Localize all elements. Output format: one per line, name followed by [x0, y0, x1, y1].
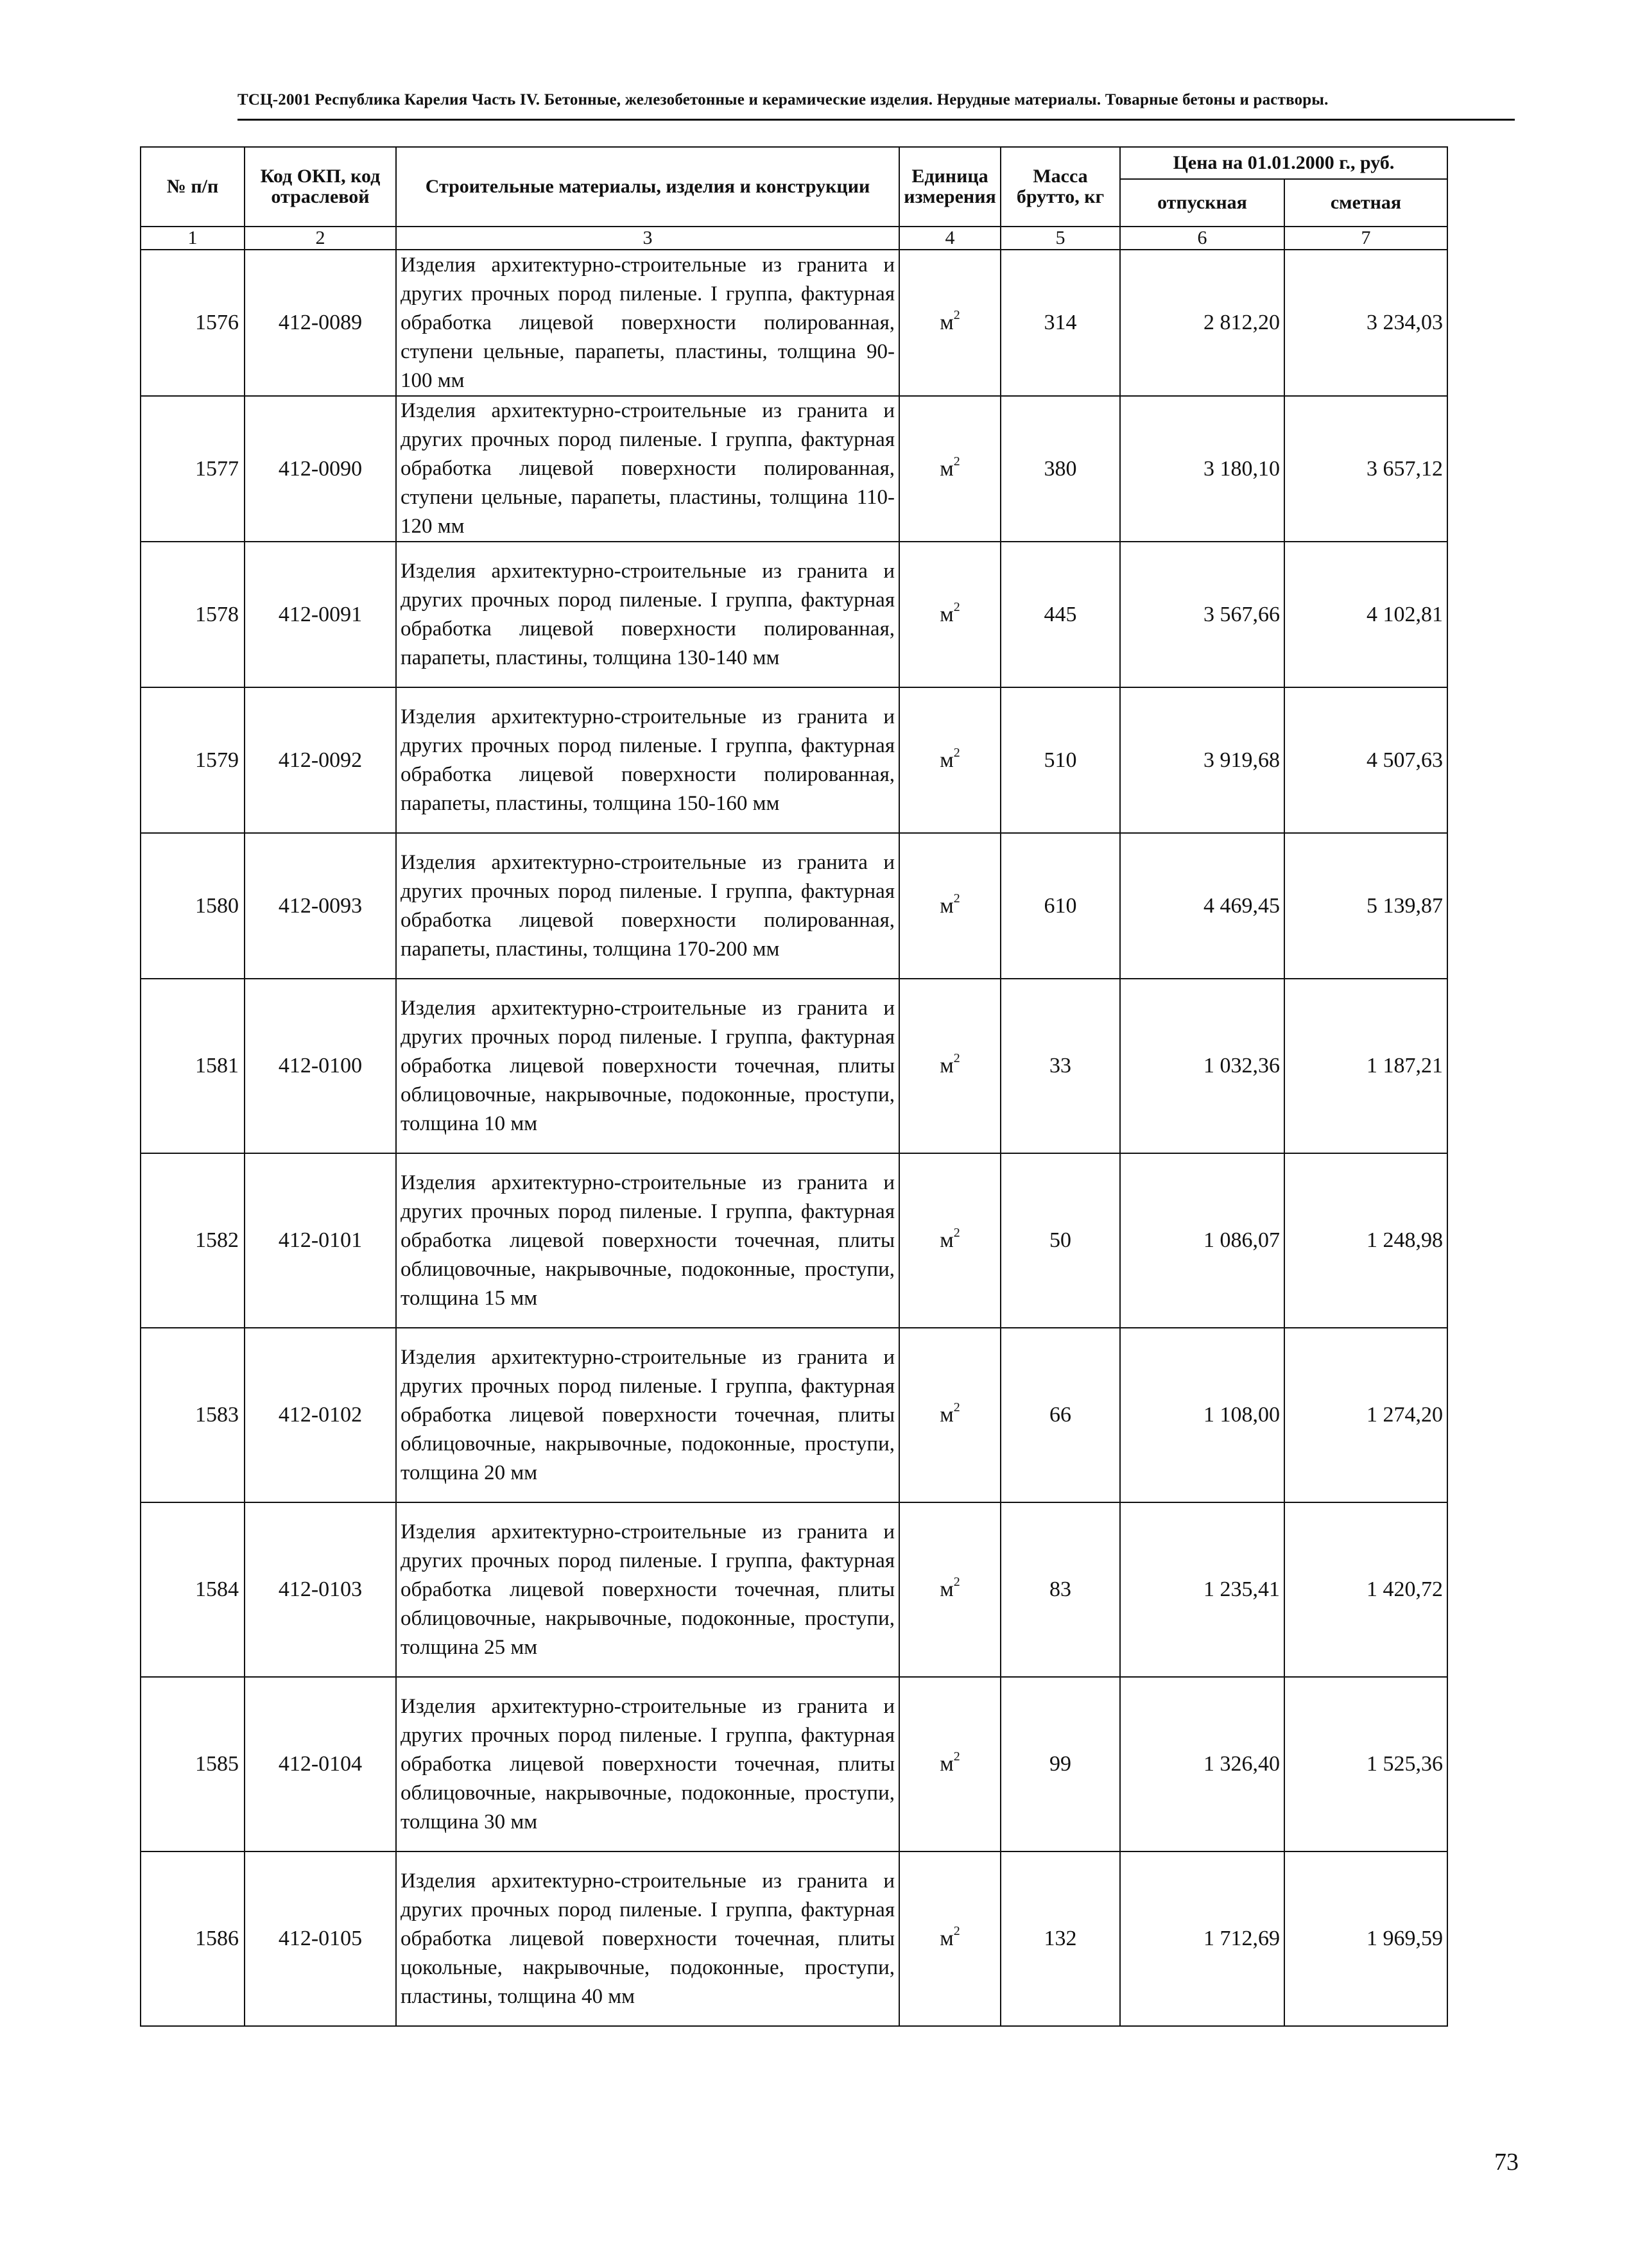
release-price: 1 235,41: [1120, 1502, 1284, 1677]
header-rule: [237, 119, 1515, 121]
gross-mass: 445: [1001, 542, 1120, 687]
material-description: Изделия архитектурно-строительные из гранита и других прочных пород пиленые. I группа, фактурная обработка лицевой поверхности полированная, ступени цельные, парапеты, пластины, толщина 90-100 мм: [396, 250, 899, 396]
okp-code: 412-0104: [245, 1677, 396, 1851]
okp-code: 412-0100: [245, 979, 396, 1153]
column-number: 2: [245, 227, 396, 250]
material-description: Изделия архитектурно-строительные из гранита и других прочных пород пиленые. I группа, фактурная обработка лицевой поверхности полированная, парапеты, пластины, толщина 150-160 мм: [396, 687, 899, 833]
header-description: Строительные материалы, изделия и конструкции: [396, 147, 899, 227]
unit-exponent: 2: [953, 454, 960, 468]
estimate-price: 1 248,98: [1284, 1153, 1447, 1328]
estimate-price: 1 969,59: [1284, 1851, 1447, 2026]
table-row: [141, 1677, 1447, 1851]
unit-label: м: [940, 1752, 954, 1776]
release-price: 1 108,00: [1120, 1328, 1284, 1502]
table-row: [141, 687, 1447, 833]
table-row: [141, 833, 1447, 979]
column-number: 1: [141, 227, 245, 250]
unit-cell: [899, 979, 1001, 1153]
okp-code: 412-0093: [245, 833, 396, 979]
row-number: 1582: [141, 1153, 245, 1328]
unit-exponent: 2: [953, 1051, 960, 1065]
okp-code: 412-0105: [245, 1851, 396, 2026]
unit-label: м: [940, 1228, 954, 1252]
material-description: Изделия архитектурно-строительные из гранита и других прочных пород пиленые. I группа, фактурная обработка лицевой поверхности точечная, плиты облицовочные, накрывочные, подоконные, проступи, толщина 20 мм: [396, 1328, 899, 1502]
unit-label: м: [940, 1054, 954, 1078]
row-number: 1584: [141, 1502, 245, 1677]
unit-label: м: [940, 1403, 954, 1427]
table-row: [141, 396, 1447, 542]
release-price: 1 326,40: [1120, 1677, 1284, 1851]
gross-mass: 50: [1001, 1153, 1120, 1328]
material-description: Изделия архитектурно-строительные из гранита и других прочных пород пиленые. I группа, фактурная обработка лицевой поверхности точечная, плиты цокольные, накрывочные, подоконные, проступи, пластины, толщина 40 мм: [396, 1851, 899, 2026]
unit-label: м: [940, 1927, 954, 1950]
unit-label: м: [940, 311, 954, 334]
header-price-release: отпускная: [1120, 179, 1284, 227]
material-description: Изделия архитектурно-строительные из гранита и других прочных пород пиленые. I группа, фактурная обработка лицевой поверхности полированная, ступени цельные, парапеты, пластины, толщина 110-120 мм: [396, 396, 899, 542]
page-header: ТСЦ-2001 Республика Карелия Часть IV. Бетонные, железобетонные и керамические изделия. Нерудные материалы. Товарные бетоны и растворы.: [237, 91, 1329, 108]
unit-cell: [899, 687, 1001, 833]
gross-mass: 610: [1001, 833, 1120, 979]
price-table: [140, 146, 1448, 2027]
okp-code: 412-0090: [245, 396, 396, 542]
material-description: Изделия архитектурно-строительные из гранита и других прочных пород пиленые. I группа, фактурная обработка лицевой поверхности точечная, плиты облицовочные, накрывочные, подоконные, проступи, толщина 25 мм: [396, 1502, 899, 1677]
row-number: 1579: [141, 687, 245, 833]
okp-code: 412-0089: [245, 250, 396, 396]
estimate-price: 3 234,03: [1284, 250, 1447, 396]
estimate-price: 1 525,36: [1284, 1677, 1447, 1851]
unit-cell: [899, 833, 1001, 979]
release-price: 2 812,20: [1120, 250, 1284, 396]
okp-code: 412-0101: [245, 1153, 396, 1328]
gross-mass: 314: [1001, 250, 1120, 396]
estimate-price: 1 274,20: [1284, 1328, 1447, 1502]
material-description: Изделия архитектурно-строительные из гранита и других прочных пород пиленые. I группа, фактурная обработка лицевой поверхности точечная, плиты облицовочные, накрывочные, подоконные, проступи, толщина 10 мм: [396, 979, 899, 1153]
release-price: 1 712,69: [1120, 1851, 1284, 2026]
unit-exponent: 2: [953, 1924, 960, 1938]
row-number: 1577: [141, 396, 245, 542]
release-price: 1 032,36: [1120, 979, 1284, 1153]
unit-exponent: 2: [953, 1749, 960, 1764]
estimate-price: 4 507,63: [1284, 687, 1447, 833]
estimate-price: 4 102,81: [1284, 542, 1447, 687]
unit-label: м: [940, 748, 954, 772]
table-row: [141, 542, 1447, 687]
row-number: 1586: [141, 1851, 245, 2026]
estimate-price: 3 657,12: [1284, 396, 1447, 542]
unit-exponent: 2: [953, 308, 960, 322]
material-description: Изделия архитектурно-строительные из гранита и других прочных пород пиленые. I группа, фактурная обработка лицевой поверхности полированная, парапеты, пластины, толщина 170-200 мм: [396, 833, 899, 979]
table-row: [141, 979, 1447, 1153]
release-price: 4 469,45: [1120, 833, 1284, 979]
unit-cell: [899, 542, 1001, 687]
gross-mass: 66: [1001, 1328, 1120, 1502]
row-number: 1581: [141, 979, 245, 1153]
header-unit: Единица измерения: [899, 147, 1001, 227]
table-row: [141, 250, 1447, 396]
header-price-group: Цена на 01.01.2000 г., руб.: [1120, 147, 1447, 179]
estimate-price: 5 139,87: [1284, 833, 1447, 979]
release-price: 3 180,10: [1120, 396, 1284, 542]
row-number: 1578: [141, 542, 245, 687]
unit-cell: [899, 250, 1001, 396]
release-price: 3 567,66: [1120, 542, 1284, 687]
material-description: Изделия архитектурно-строительные из гранита и других прочных пород пиленые. I группа, фактурная обработка лицевой поверхности полированная, парапеты, пластины, толщина 130-140 мм: [396, 542, 899, 687]
table-row: [141, 1502, 1447, 1677]
column-number: 7: [1284, 227, 1447, 250]
table-row: [141, 1328, 1447, 1502]
unit-label: м: [940, 1577, 954, 1601]
table-row: [141, 1153, 1447, 1328]
unit-exponent: 2: [953, 745, 960, 760]
column-number: 6: [1120, 227, 1284, 250]
column-number: 4: [899, 227, 1001, 250]
okp-code: 412-0091: [245, 542, 396, 687]
material-description: Изделия архитектурно-строительные из гранита и других прочных пород пиленые. I группа, фактурная обработка лицевой поверхности точечная, плиты облицовочные, накрывочные, подоконные, проступи, толщина 30 мм: [396, 1677, 899, 1851]
gross-mass: 380: [1001, 396, 1120, 542]
gross-mass: 33: [1001, 979, 1120, 1153]
unit-exponent: 2: [953, 1575, 960, 1589]
gross-mass: 99: [1001, 1677, 1120, 1851]
material-description: Изделия архитектурно-строительные из гранита и других прочных пород пиленые. I группа, фактурная обработка лицевой поверхности точечная, плиты облицовочные, накрывочные, подоконные, проступи, толщина 15 мм: [396, 1153, 899, 1328]
header-price-estimate: сметная: [1284, 179, 1447, 227]
row-number: 1576: [141, 250, 245, 396]
unit-cell: [899, 396, 1001, 542]
estimate-price: 1 187,21: [1284, 979, 1447, 1153]
gross-mass: 83: [1001, 1502, 1120, 1677]
unit-label: м: [940, 602, 954, 626]
okp-code: 412-0103: [245, 1502, 396, 1677]
unit-exponent: 2: [953, 1400, 960, 1414]
unit-cell: [899, 1851, 1001, 2026]
row-number: 1583: [141, 1328, 245, 1502]
gross-mass: 510: [1001, 687, 1120, 833]
header-mass: Масса брутто, кг: [1001, 147, 1120, 227]
unit-cell: [899, 1677, 1001, 1851]
column-number: 5: [1001, 227, 1120, 250]
unit-exponent: 2: [953, 599, 960, 614]
okp-code: 412-0102: [245, 1328, 396, 1502]
header-num: № п/п: [141, 147, 245, 227]
okp-code: 412-0092: [245, 687, 396, 833]
table-row: [141, 1851, 1447, 2026]
release-price: 3 919,68: [1120, 687, 1284, 833]
header-code: Код ОКП, код отраслевой: [245, 147, 396, 227]
unit-label: м: [940, 893, 954, 918]
estimate-price: 1 420,72: [1284, 1502, 1447, 1677]
unit-exponent: 2: [953, 891, 960, 906]
release-price: 1 086,07: [1120, 1153, 1284, 1328]
row-number: 1585: [141, 1677, 245, 1851]
unit-cell: [899, 1502, 1001, 1677]
page-number: 73: [1494, 2149, 1519, 2176]
unit-cell: [899, 1153, 1001, 1328]
column-number: 3: [396, 227, 899, 250]
unit-label: м: [940, 456, 954, 481]
row-number: 1580: [141, 833, 245, 979]
unit-cell: [899, 1328, 1001, 1502]
unit-exponent: 2: [953, 1226, 960, 1240]
gross-mass: 132: [1001, 1851, 1120, 2026]
